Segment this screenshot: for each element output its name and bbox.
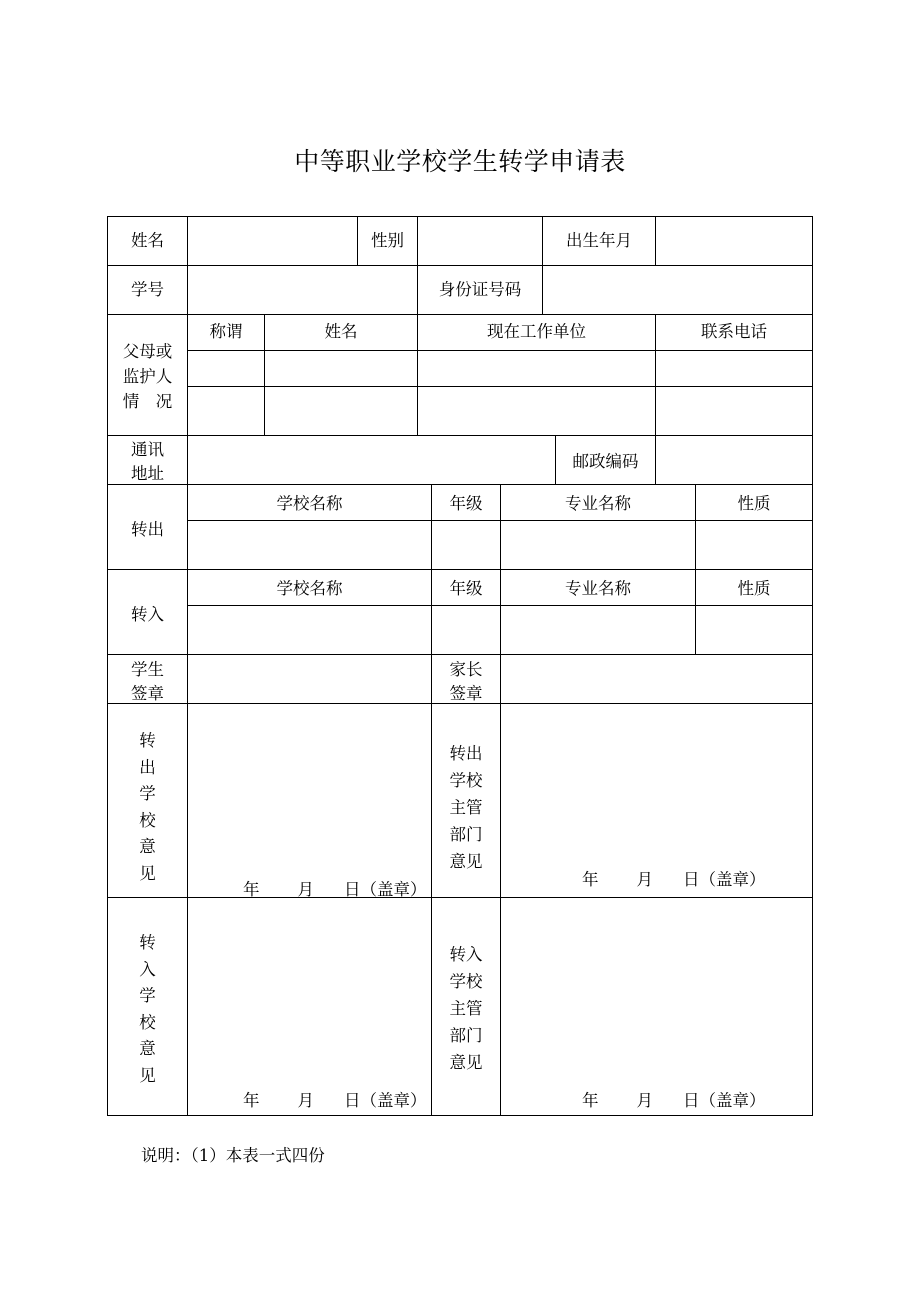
label-line: 意见: [449, 1053, 483, 1072]
form-title: 中等职业学校学生转学申请表: [294, 147, 626, 176]
border-bottom: [107, 1115, 813, 1116]
phone-header: 联系电话: [701, 322, 767, 341]
label-line: 部门: [449, 825, 483, 844]
student-signature-field[interactable]: [189, 656, 430, 702]
row-divider: [107, 435, 813, 436]
guardian-row-1[interactable]: [189, 352, 811, 385]
month-label: 月: [297, 1091, 314, 1110]
in-major-header: 专业名称: [565, 579, 631, 598]
day-seal-label: 日（盖章）: [344, 1091, 427, 1110]
form-note: 说明：（1）本表一式四份: [141, 1146, 325, 1165]
label-line: 意见: [449, 852, 483, 871]
row-divider: [107, 265, 813, 266]
postcode-label: 邮政编码: [572, 452, 639, 471]
transfer-in-label: 转入: [131, 605, 164, 624]
guardian-label-line: 父母或: [122, 342, 173, 361]
row-divider: [107, 897, 813, 898]
label-line: 转入: [449, 945, 483, 964]
transfer-in-row[interactable]: [189, 607, 811, 653]
out-school-header: 学校名称: [276, 494, 343, 513]
label-line: 转出: [449, 744, 483, 763]
in-grade-header: 年级: [449, 579, 483, 598]
out-dept-date-stamp: [582, 868, 766, 892]
year-label: 年: [582, 870, 599, 889]
year-label: 年: [243, 1091, 260, 1110]
day-seal-label: 日（盖章）: [683, 870, 766, 889]
out-grade-header: 年级: [449, 494, 483, 513]
guardian-row-divider: [187, 386, 813, 387]
out-nature-header: 性质: [737, 494, 771, 513]
label-char: 意: [139, 1039, 156, 1058]
in-nature-header: 性质: [737, 579, 771, 598]
label-line: 主管: [449, 798, 483, 817]
name-label: 姓名: [131, 231, 164, 250]
in-school-opinion-label: [107, 930, 188, 1089]
guardian-section-label: [107, 339, 188, 414]
label-char: 入: [139, 959, 156, 979]
student-signature-label: [107, 658, 188, 706]
transfer-out-row[interactable]: [189, 522, 811, 568]
address-label-line: 地址: [131, 464, 164, 483]
label-char: 见: [139, 863, 156, 883]
gender-label: 性别: [371, 231, 404, 250]
student-no-label: 学号: [131, 280, 164, 299]
parent-signature-field[interactable]: [502, 656, 811, 702]
name-field[interactable]: [189, 218, 355, 263]
label-char: 见: [139, 1065, 156, 1085]
day-seal-label: 日（盖章）: [344, 880, 427, 899]
month-label: 月: [297, 880, 314, 899]
id-card-field[interactable]: [544, 267, 810, 312]
transfer-out-label: 转出: [131, 520, 164, 539]
row-divider: [107, 484, 813, 485]
address-label: [107, 438, 188, 486]
label-char: 意: [139, 837, 156, 856]
row-divider: [107, 654, 813, 655]
day-seal-label: 日（盖章）: [683, 1091, 766, 1110]
label-line: 部门: [449, 1026, 483, 1045]
relation-header: 称谓: [209, 322, 243, 341]
in-dept-opinion-label: [431, 941, 501, 1076]
in-school-date-stamp: [243, 1089, 427, 1113]
label-line: 学校: [449, 972, 483, 991]
in-dept-opinion-field[interactable]: [502, 899, 811, 1084]
student-sign-line: 签章: [131, 684, 164, 703]
month-label: 月: [636, 1091, 653, 1110]
label-char: 转: [139, 731, 156, 750]
id-card-label: 身份证号码: [438, 280, 522, 299]
birth-field[interactable]: [657, 218, 810, 263]
workplace-header: 现在工作单位: [487, 322, 586, 341]
guardian-header-divider: [187, 350, 813, 351]
border-right: [812, 216, 813, 1116]
birth-label: 出生年月: [566, 231, 632, 250]
month-label: 月: [636, 870, 653, 889]
year-label: 年: [243, 880, 260, 899]
out-school-opinion-label: [107, 728, 188, 887]
border-top: [107, 216, 813, 217]
address-label-line: 通讯: [131, 440, 164, 459]
guardian-label-line: 监护人: [122, 367, 173, 386]
student-sign-line: 学生: [131, 660, 164, 679]
in-dept-date-stamp: [582, 1089, 766, 1113]
year-label: 年: [582, 1091, 599, 1110]
guardian-label-line: 情 况: [122, 392, 173, 411]
row-divider: [107, 569, 813, 570]
student-no-field[interactable]: [189, 267, 415, 312]
out-school-opinion-field[interactable]: [189, 705, 430, 865]
postcode-field[interactable]: [657, 437, 810, 483]
label-char: 校: [139, 1012, 156, 1032]
label-char: 校: [139, 810, 156, 830]
label-char: 学: [139, 784, 156, 803]
in-school-opinion-field[interactable]: [189, 899, 430, 1084]
row-divider: [107, 314, 813, 315]
parent-sign-line: 签章: [449, 684, 483, 703]
parent-sign-line: 家长: [449, 660, 483, 679]
label-char: 转: [139, 933, 156, 952]
out-dept-opinion-label: [431, 740, 501, 875]
parent-signature-label: [431, 658, 501, 706]
guardian-name-header: 姓名: [324, 322, 358, 341]
out-dept-opinion-field[interactable]: [502, 705, 811, 855]
in-school-header: 学校名称: [276, 579, 343, 598]
label-line: 主管: [449, 999, 483, 1018]
out-major-header: 专业名称: [565, 494, 631, 513]
label-line: 学校: [449, 771, 483, 790]
address-field[interactable]: [189, 437, 553, 483]
guardian-row-2[interactable]: [189, 388, 811, 434]
label-char: 学: [139, 986, 156, 1005]
gender-field[interactable]: [419, 218, 540, 263]
label-char: 出: [139, 757, 156, 777]
transfer-application-form: [107, 216, 813, 1116]
